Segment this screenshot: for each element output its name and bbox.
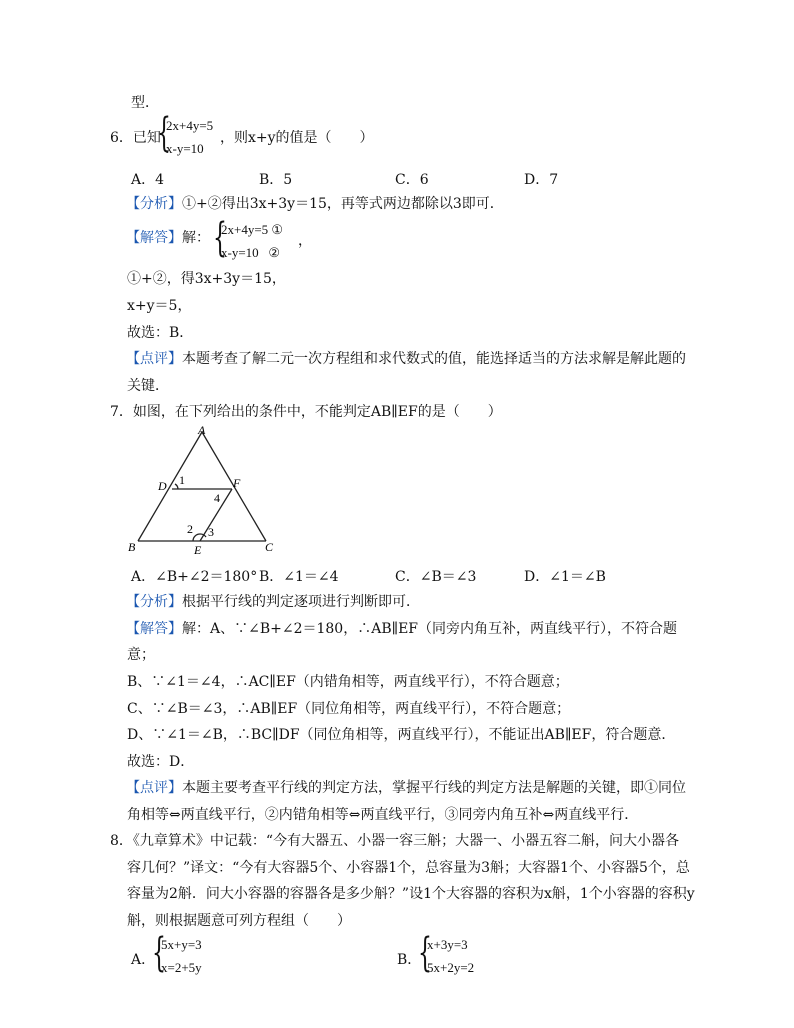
- label-D: D: [158, 479, 167, 493]
- q7-answer-l5: D、∵∠1＝∠B，∴BC∥DF（同位角相等，两直线平行），不能证出AB∥EF，符合题意．: [127, 727, 676, 743]
- q7-option-b: B．∠1＝∠4: [259, 569, 339, 585]
- q7-answer-l3: B、∵∠1＝∠4，∴AC∥EF（内错角相等，两直线平行），不符合题意；: [127, 674, 569, 690]
- angle-label-4: 4: [214, 491, 220, 505]
- label-E: E: [194, 543, 202, 557]
- q6-answer-head: [126, 229, 210, 247]
- q7-option-a: A．∠B+∠2＝180°: [131, 569, 258, 585]
- q8-option-b-label: B．: [397, 952, 422, 968]
- q8-opta-eq2: x=2+5y: [161, 960, 202, 975]
- q8-line1: 8．《九章算术》中记载：“今有大器五、小器一容三斛；大器一、小器五容二斛，问大小器各: [110, 833, 680, 849]
- analysis-text: ①+②得出3x+3y＝15，再等式两边都除以3即可．: [182, 196, 504, 212]
- q7-answer-l4: C、∵∠B＝∠3，∴AB∥EF（同位角相等，两直线平行），不符合题意；: [127, 701, 571, 717]
- brace-icon: {: [152, 930, 166, 976]
- q8-optb-eq1: x+3y=3: [427, 937, 468, 952]
- q8-optb-eq2: 5x+2y=2: [427, 960, 475, 975]
- q8-opta-eq1: 5x+y=3: [161, 937, 202, 952]
- q7-choose: 故选：D．: [127, 754, 195, 770]
- q6-comment: 【点评】本题考查了解二元一次方程组和求代数式的值，能选择适当的方法求解是解此题的: [126, 351, 686, 367]
- q8-line2: 容几何？”译文：“今有大容器5个、小容器1个，总容量为3斛；大容器1个、小容器5个，总: [127, 860, 690, 876]
- circled-two: ②: [268, 245, 281, 260]
- q7-answer-l2: 意；: [127, 647, 155, 663]
- q8-option-a-label: A．: [131, 952, 156, 968]
- q6-suffix: ，则x+y的值是（ ）: [220, 130, 374, 146]
- q7-answer: 【解答】解：A、∵∠B+∠2＝180，∴AB∥EF（同旁内角互补，两直线平行），不符合题: [126, 621, 678, 637]
- angle-label-1: 1: [179, 473, 185, 487]
- label-C: C: [265, 540, 274, 554]
- circled-one: ①: [271, 222, 284, 237]
- label-F: F: [233, 476, 241, 490]
- q6-eq2: x-y=10: [166, 141, 204, 156]
- q6-prefix: 6．已知: [110, 130, 161, 146]
- analysis-tag: 【分析】: [126, 594, 182, 610]
- q6-option-c: C．6: [395, 172, 429, 188]
- angle-label-2: 2: [187, 522, 193, 536]
- q7-option-c: C．∠B＝∠3: [395, 569, 477, 585]
- q7-option-d: D．∠1＝∠B: [524, 569, 606, 585]
- q6-step2: x+y＝5，: [127, 298, 192, 314]
- q7-analysis: 【分析】根据平行线的判定逐项进行判断即可．: [126, 594, 420, 610]
- label-B: B: [128, 540, 136, 554]
- triangle-figure: [120, 420, 290, 560]
- q8-line4: 斛，则根据题意可列方程组（ ）: [127, 913, 351, 929]
- q6-eq1: 2x+4y=5: [166, 118, 214, 133]
- q7-question: 7．如图，在下列给出的条件中，不能判定AB∥EF的是（ ）: [110, 404, 502, 420]
- q6-option-a: A．4: [131, 172, 165, 188]
- q6-option-b: B．5: [259, 172, 293, 188]
- comment-tag: 【点评】: [126, 351, 182, 367]
- analysis-tag: 【分析】: [126, 196, 182, 212]
- q6-ans-comma: ，: [298, 233, 312, 249]
- label-A: A: [198, 423, 206, 437]
- answer-tag: 【解答】: [126, 230, 182, 246]
- q6-comment-cont: 关键．: [127, 378, 169, 394]
- q8-line3: 容量为2斛．问大小容器的容器各是多少斛？”设1个大容器的容积为x斛，1个小容器的容积y: [127, 886, 695, 902]
- angle-label-3: 3: [208, 525, 214, 539]
- q6-analysis: [126, 195, 504, 213]
- q6-choose: 故选：B．: [127, 325, 194, 341]
- q7-comment-cont: 角相等⇔两直线平行，②内错角相等⇔两直线平行，③同旁内角互补⇔两直线平行．: [127, 807, 639, 823]
- answer-tag: 【解答】: [126, 621, 182, 637]
- brace-icon: {: [418, 930, 432, 976]
- q6-option-d: D．7: [524, 172, 559, 188]
- brace-icon: {: [157, 110, 171, 156]
- comment-tag: 【点评】: [126, 780, 182, 796]
- answer-prefix: 解：: [182, 230, 210, 246]
- q6-step1: ①+②，得3x+3y＝15，: [127, 271, 286, 287]
- q6-ans-eq2: x-y=10 ②: [221, 245, 281, 260]
- top-fragment: 型．: [131, 95, 159, 111]
- brace-icon: {: [213, 215, 227, 261]
- q7-comment: 【点评】本题主要考查平行线的判定方法，掌握平行线的判定方法是解题的关键，即①同位: [126, 780, 686, 796]
- q6-ans-eq1: 2x+4y=5 ①: [221, 222, 284, 237]
